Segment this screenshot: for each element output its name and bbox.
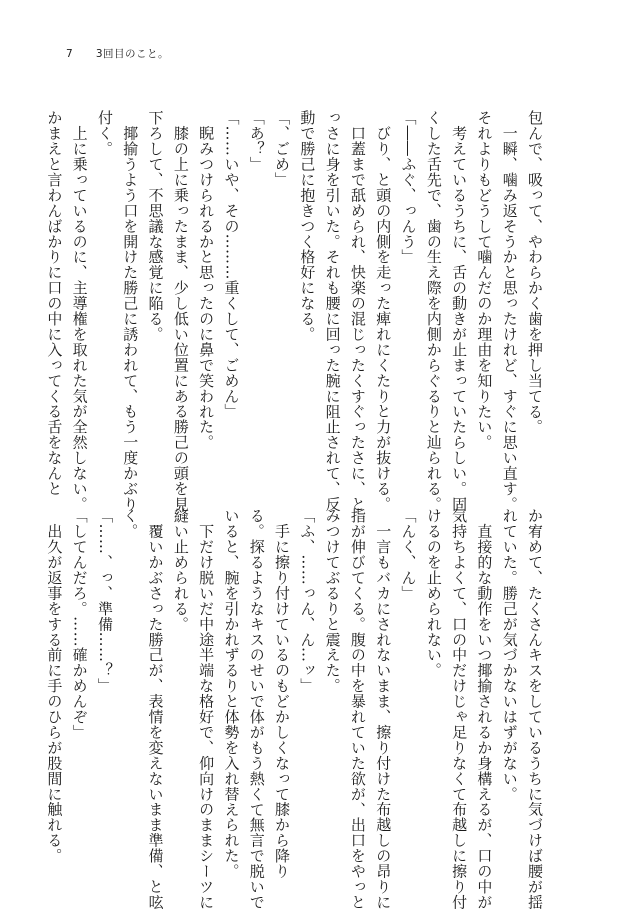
text-block-upper (41, 110, 547, 512)
text-line: 指が伸びてくる。腹の中を暴れていた欲が、出口をやっと (348, 508, 367, 910)
text-line: 気持ちよくて、口の中だけじゃ足りなくて布越しに擦り付 (450, 508, 469, 910)
text-line: びり、と頭の内側を走った痺れにくたりと力が抜ける。 (374, 110, 393, 512)
text-line: いると、腕を引かれずるりと体勢を入れ替えられた。 (222, 508, 241, 879)
text-line: 「してんだろ。……確かめんぞ」 (70, 508, 89, 740)
text-line: 一言もバカにされないまま、擦り付けた布越しの昂りに (374, 508, 393, 910)
text-line: 揶揄うよう口を開けた勝己に誘われて、もう一度かぶり (121, 110, 140, 512)
text-line: くした舌先で、歯の生え際を内側からぐるりと辿られる。 (424, 110, 443, 512)
text-line: れていた。勝己が気づかないはずがない。 (500, 508, 519, 802)
text-line: く。 (121, 508, 140, 539)
page-number: 7 (66, 48, 74, 60)
text-line: 「……いや、その………重くして、ごめん」 (222, 110, 241, 419)
text-line: かまえと言わんばかりに口の中に入ってくる舌をなんと (45, 110, 64, 497)
text-line: 出久が返事をする前に手のひらが股間に触れる。 (45, 508, 64, 864)
text-line: 「ふ、……っん、ん…ッ」 (298, 508, 317, 694)
text-line: 考えているうちに、舌の動きが止まっていたらしい。固 (450, 110, 469, 512)
text-line: 下ろして、不思議な感覚に陥る。 (146, 110, 165, 342)
text-line: 上に乗っているのに、主導権を取れた気が全然しない。 (70, 110, 89, 512)
text-line: 付く。 (95, 110, 114, 157)
text-line: 下だけ脱いだ中途半端な格好で、仰向けのままシーツに (197, 508, 216, 910)
text-line: 縫い止められる。 (171, 508, 190, 632)
text-line: けるのを止められない。 (424, 508, 443, 678)
text-line: 「――ふぐ、っんう」 (399, 110, 418, 265)
text-line: 動で勝己に抱きつく格好になる。 (298, 110, 317, 342)
running-title: 3回目のこと。 (95, 48, 170, 60)
text-line: 直接的な動作をいつ揶揄されるか身構えるが、口の中が (475, 508, 494, 910)
text-line: 覆いかぶさった勝己が、表情を変えないまま準備、と呟 (146, 508, 165, 910)
text-line: 「、ごめ」 (273, 110, 292, 188)
text-line: 「あ？」 (247, 110, 266, 172)
text-line: 「んく、ん」 (399, 508, 418, 601)
text-block-lower (41, 508, 547, 910)
text-line: 包んで、吸って、やわらかく歯を押し当てる。 (526, 110, 544, 435)
text-line: それよりもどうして噛んだのか理由を知りたい。 (475, 110, 494, 450)
text-line: 口蓋まで舐められ、快楽の混じったくすぐったさに、と (348, 110, 367, 512)
text-line: 膝の上に乗ったまま、少し低い位置にある勝己の頭を見 (171, 110, 190, 512)
text-line: みつけてぶるりと震えた。 (323, 508, 342, 694)
text-line: る。探るようなキスのせいで体がもう熱くて無言で脱いで (247, 508, 266, 910)
text-line: 手に擦り付けているのもどかしくなって膝から降り (273, 508, 292, 879)
text-line: っさに身を引いた。それも腰に回った腕に阻止されて、反 (323, 110, 342, 512)
page-header (66, 46, 169, 61)
text-line: か宥めて、たくさんキスをしているうちに気づけば腰が揺 (526, 508, 544, 910)
text-line: 一瞬、噛み返そうかと思ったけれど、すぐに思い直す。 (500, 110, 519, 512)
text-line: 睨みつけられるかと思ったのに鼻で笑われた。 (197, 110, 216, 450)
text-line: 「……、っ、準備……？」 (95, 508, 114, 694)
